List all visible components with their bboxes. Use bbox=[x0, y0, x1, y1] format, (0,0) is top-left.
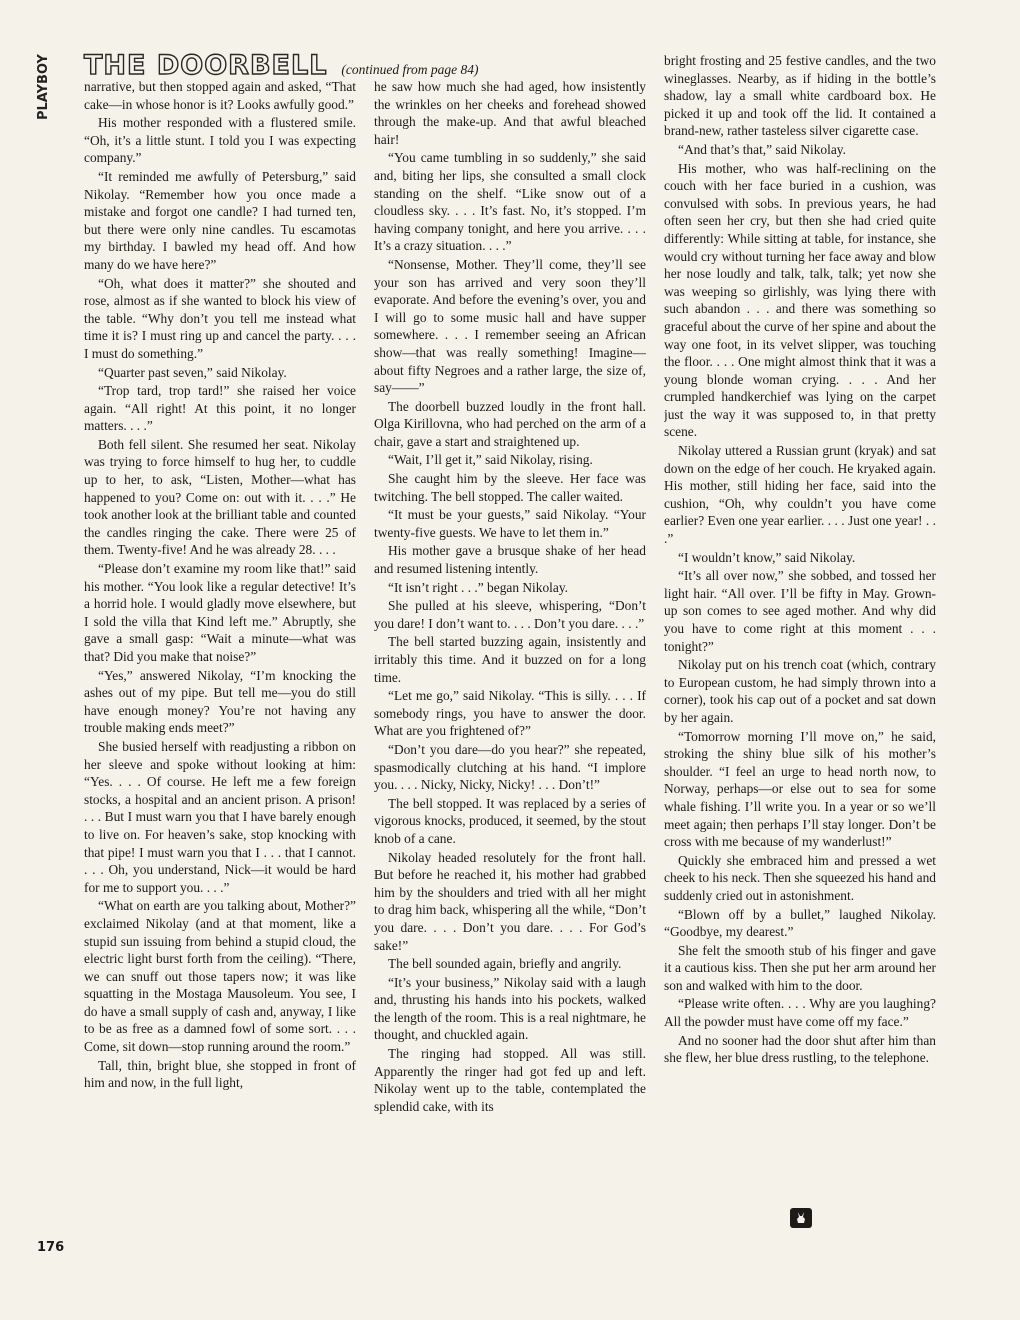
paragraph: “Please write often. . . . Why are you laughing? All the powder must have come off my face.” bbox=[664, 996, 936, 1030]
continued-note: (continued from page 84) bbox=[341, 62, 479, 77]
paragraph: She pulled at his sleeve, whispering, “Don’t you dare! I don’t want to. . . . Don’t you dare. . . .” bbox=[374, 598, 646, 631]
paragraph: “Oh, what does it matter?” she shouted and rose, almost as if she wanted to block his view of the table. “Why don’t you tell me instead what time it is? I must ring up and cancel the party. . . . I must do something.” bbox=[84, 275, 356, 361]
paragraph: Nikolay uttered a Russian grunt (kryak) and sat down on the edge of her couch. He kryaked again. His mother, still hiding her face, said into the cushion, “Oh, why couldn’t you have come earlier? Even one year earlier. . . . Just one year! . . .” bbox=[664, 443, 936, 547]
paragraph: She busied herself with readjusting a ribbon on her sleeve and spoke without looking at him: “Yes. . . . Of course. He left me a few foreign stocks, a hospital and an ancient prison. A prison! . . . But I must warn you that I have barely enough to live on. For heaven’s sake, stop knocking with that pipe! I must warn you that I . . . that I cannot. . . . Oh, you understand, Nick—it would be hard for me to support you. . . .” bbox=[84, 738, 356, 895]
paragraph: His mother responded with a flustered smile. “Oh, it’s a little stunt. I told you I was expecting company.” bbox=[84, 115, 356, 166]
text-column-1 bbox=[84, 78, 356, 1278]
paragraph: “Yes,” answered Nikolay, “I’m knocking the ashes out of my pipe. But tell me—you do still have enough money? You’re not having any trouble making ends meet?” bbox=[84, 667, 356, 736]
paragraph: “Please don’t examine my room like that!” said his mother. “You look like a regular detective! It’s a horrid hole. I would gladly move elsewhere, but I sold the villa that Kind left me.” Abruptly, she gave a small gasp: “Wait a minute—what was that? Did you make that noise?” bbox=[84, 561, 356, 664]
paragraph: narrative, but then stopped again and asked, “That cake—in whose honor is it? Looks awfully good.” bbox=[84, 79, 356, 112]
paragraph: The bell started buzzing again, insistently and irritably this time. And it buzzed on for a long time. bbox=[374, 634, 646, 685]
paragraph: Nikolay headed resolutely for the front hall. But before he reached it, his mother had grabbed him by the shoulders and tried with all her might to drag him back, whispering all the while, “Don’t you dare. . . . Don’t you dare. . . . For God’s sake!” bbox=[374, 849, 646, 953]
story-header bbox=[84, 50, 664, 80]
paragraph: The bell stopped. It was replaced by a series of vigorous knocks, produced, it seemed, by the stout knob of a cane. bbox=[374, 795, 646, 846]
paragraph: “And that’s that,” said Nikolay. bbox=[678, 141, 846, 157]
rabbit-end-mark-icon bbox=[790, 1208, 812, 1228]
paragraph: And no sooner had the door shut after him than she flew, her blue dress rustling, to the telephone. bbox=[664, 1032, 936, 1066]
story-title: THE DOORBELL bbox=[84, 50, 328, 81]
paragraph: bright frosting and 25 festive candles, and the two wineglasses. Nearby, as if hiding in the bottle’s shadow, lay a small white cardboard box. He picked it up and took off the lid. It contained a brand-new, rather tasteless silver cigarette case. bbox=[664, 53, 936, 139]
paragraph: “Trop tard, trop tard!” she raised her voice again. “All right! At this point, it no longer matters. . . .” bbox=[84, 383, 356, 434]
paragraph: She caught him by the sleeve. Her face was twitching. The bell stopped. The caller waited. bbox=[374, 471, 646, 504]
paragraph: Quickly she embraced him and pressed a wet cheek to his neck. Then she squeezed his hand and suddenly cried out in astonishment. bbox=[664, 852, 936, 903]
paragraph: “You came tumbling in so suddenly,” she said and, biting her lips, she consulted a small clock standing on the shelf. “Like snow out of a cloudless sky. . . . It’s fast. No, it’s stopped. I’m having company tonight, and here you arrive. . . . It’s a crazy situation. . . .” bbox=[374, 150, 646, 254]
paragraph: His mother, who was half-reclining on the couch with her face buried in a cushion, was convulsed with sobs. In previous years, he had often seen her cry, but then she had cried quite differently: While sitting at table, for instance, she would cry without turning her face away and blow her nose loudly and talk, talk, talk; yet now she was weeping so girlishly, was lying there with such abandon . . . and there was something so graceful about the curve of her spine and about the way one foot, in its velvet slipper, was touching the floor. . . . One might almost think that it was a young blonde woman crying. . . . And her crumpled handkerchief was lying on the carpet just the way it was supposed to, in that pretty scene. bbox=[664, 160, 936, 440]
paragraph: he saw how much she had aged, how insistently the wrinkles on her cheeks and forehead showed through the make-up. And that awful bleached hair! bbox=[374, 79, 646, 147]
paragraph: The doorbell buzzed loudly in the front hall. Olga Kirillovna, who had perched on the arm of a chair, gave a start and straightened up. bbox=[374, 398, 646, 449]
magazine-name: PLAYBOY bbox=[36, 54, 51, 120]
paragraph: “Nonsense, Mother. They’ll come, they’ll see your son has arrived and very soon they’ll evaporate. And before the evening’s over, you and I will go to some music hall and have supper somewhere. . . . I remember seeing an African show—that was really something! Imagine—about fifty Negroes and a rather large, the size of, say——” bbox=[374, 256, 646, 396]
paragraph: “I wouldn’t know,” said Nikolay. bbox=[678, 549, 856, 565]
paragraph: “Quarter past seven,” said Nikolay. bbox=[98, 364, 287, 380]
paragraph: “Wait, I’ll get it,” said Nikolay, rising. bbox=[388, 452, 593, 468]
paragraph: “Tomorrow morning I’ll move on,” he said, stroking the shiny blue silk of his mother’s shoulder. “I feel an urge to head north now, to Norway, perhaps—or else out to sea for some whale fishing. I’ll write you. In a year or so we’ll meet again; then perhaps I’ll stay longer. Don’t be cross with me because of my wanderlust!” bbox=[664, 728, 936, 850]
paragraph: She felt the smooth stub of his finger and gave it a cautious kiss. Then she put her arm around her son and walked with him to the door. bbox=[664, 942, 936, 993]
text-column-2 bbox=[374, 78, 646, 1278]
paragraph: His mother gave a brusque shake of her head and resumed listening intently. bbox=[374, 543, 646, 577]
paragraph: The bell sounded again, briefly and angrily. bbox=[388, 956, 622, 972]
paragraph: “It’s your business,” Nikolay said with a laugh and, thrusting his hands into his pockets, walked the length of the room. This is a real nightmare, he thought, and chuckled again. bbox=[374, 974, 646, 1043]
paragraph: Tall, thin, bright blue, she stopped in front of him and now, in the full light, bbox=[84, 1057, 356, 1091]
paragraph: “It must be your guests,” said Nikolay. “Your twenty-five guests. We have to let them in.” bbox=[374, 507, 646, 540]
paragraph: Both fell silent. She resumed her seat. Nikolay was trying to force himself to hug her, to cuddle up to her, to ask, “Listen, Mother—what has happened to you? Come on: out with it. . . .” He took another look at the brilliant table and counted the candles ringing the cake. There were 25 of them. Twenty-five! And he was already 28. . . . bbox=[84, 436, 356, 558]
paragraph: Nikolay put on his trench coat (which, contrary to European custom, he had simply thrown into a corner), took his cap out of a pocket and sat down by her again. bbox=[664, 657, 936, 725]
paragraph: The ringing had stopped. All was still. Apparently the ringer had got fed up and left. Nikolay went up to the table, contemplated the splendid cake, with its bbox=[374, 1046, 646, 1114]
paragraph: “Blown off by a bullet,” laughed Nikolay. “Goodbye, my dearest.” bbox=[664, 906, 936, 940]
paragraph: “It’s all over now,” she sobbed, and tossed her light hair. “All over. I’ll be fifty in May. Grown-up son comes to see aged mother. And why did you have to come right at this moment . . . tonight?” bbox=[664, 568, 936, 654]
paragraph: “What on earth are you talking about, Mother?” exclaimed Nikolay (and at that moment, like a stupid sun issuing from behind a stupid cloud, the electric light burst forth from the ceiling). “There, we can snuff out those tapers now; it was like squatting in the Mostaga Mausoleum. You see, I do have a small supply of cash and, anyway, I like to be as free as a damned fowl of some sort. . . . Come, sit down—stop running around the room.” bbox=[84, 898, 356, 1055]
text-column-3 bbox=[664, 52, 936, 1252]
paragraph: “Let me go,” said Nikolay. “This is silly. . . . If somebody rings, you have to answer the door. What are you frightened of?” bbox=[374, 688, 646, 739]
paragraph: “It isn’t right . . .” began Nikolay. bbox=[388, 579, 568, 595]
page-number: 176 bbox=[37, 1240, 65, 1255]
paragraph: “Don’t you dare—do you hear?” she repeated, spasmodically clutching at his hand. “I implore you. . . . Nicky, Nicky, Nicky! . . . Don’t!” bbox=[374, 741, 646, 793]
paragraph: “It reminded me awfully of Petersburg,” said Nikolay. “Remember how you once made a mistake and forgot one candle? I had turned ten, but there were only nine candles. Tu escamotas my birthday. I bawled my head off. And how many do we have here?” bbox=[84, 168, 356, 272]
